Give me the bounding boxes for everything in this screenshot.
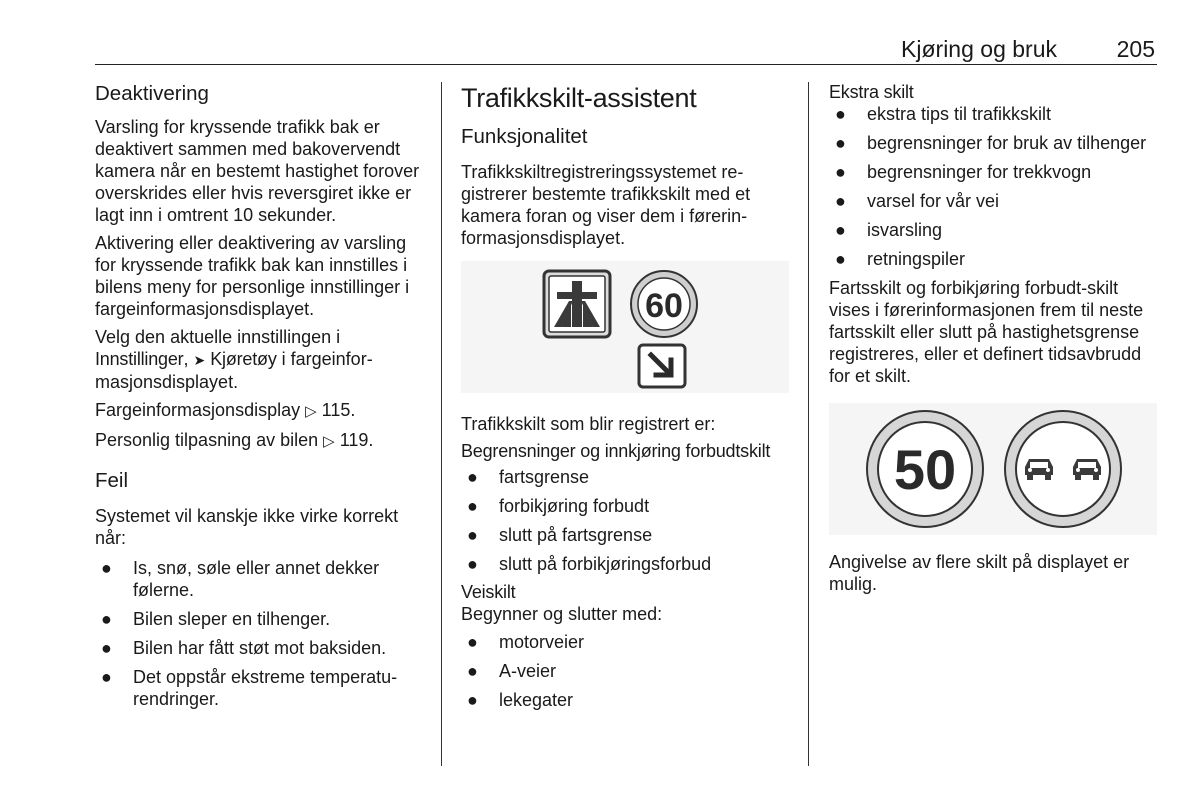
pointer-arrow-icon: ▷	[323, 433, 335, 450]
bullet-icon: ●	[101, 638, 112, 658]
bullet-icon: ●	[835, 162, 846, 182]
paragraph: Trafikkskiltregistreringssystemet registrerer bestemte trafikkskilt med et kamera foran og viser dem i førerinformasjonsdisplayet.	[461, 162, 751, 248]
speed-50-label: 50	[893, 438, 957, 501]
list-item: ● varsel for vår vei	[835, 191, 1000, 211]
bullet-icon: ●	[835, 191, 846, 211]
bullet-icon: ●	[835, 104, 846, 124]
speed-limit-sign-icon	[631, 271, 697, 337]
list-item: ● retningspiler	[835, 249, 966, 269]
bullet-icon: ●	[467, 632, 478, 652]
bullet-icon: ●	[835, 133, 846, 153]
list-item: ● begrensninger for trekkvogn	[835, 162, 1092, 182]
menu-arrow-icon: ➤	[193, 352, 206, 368]
list-item: ● Is, snø, søle eller annet dekker følerne.	[101, 558, 380, 600]
sign-illustration-1	[461, 261, 789, 393]
no-overtaking-sign-icon	[1005, 411, 1121, 527]
page-number: 205	[1116, 36, 1155, 62]
restriction-sign-list	[461, 466, 793, 575]
bullet-icon: ●	[467, 467, 478, 487]
list-item: ● lekegater	[467, 690, 574, 710]
column-1	[95, 82, 427, 717]
list-item: ● slutt på fartsgrense	[467, 525, 653, 545]
motorway-sign-icon	[544, 271, 610, 337]
fault-list	[95, 557, 427, 710]
list-item: ● slutt på forbikjøringsforbud	[467, 554, 712, 574]
cross-reference: Fargeinformasjonsdisplay ▷ 115.	[95, 400, 356, 420]
bullet-icon: ●	[467, 525, 478, 545]
speed-60-label: 60	[645, 287, 683, 325]
heading-feil: Feil	[95, 469, 129, 492]
list-item: ● Bilen sleper en tilhenger.	[101, 609, 331, 629]
bullet-icon: ●	[101, 667, 112, 687]
direction-arrow-sign-icon	[639, 345, 685, 387]
heading-funksjonalitet: Funksjonalitet	[461, 125, 588, 148]
traffic-signs-image	[829, 403, 1157, 535]
heading-deaktivering: Deaktivering	[95, 82, 209, 105]
list-item: ● Det oppstår ekstreme temperaturendringer.	[101, 667, 398, 709]
page-header	[95, 30, 1157, 65]
pointer-arrow-icon: ▷	[305, 403, 317, 420]
paragraph: Trafikkskilt som blir registrert er:	[461, 414, 716, 434]
column-3	[829, 82, 1161, 601]
list-item: ● begrensninger for bruk av tilhenger	[835, 133, 1147, 153]
bullet-icon: ●	[467, 690, 478, 710]
list-item: ● Bilen har fått støt mot baksiden.	[101, 638, 387, 658]
paragraph-settings-path: Velg den aktuelle innstillingen i Innstillinger, ➤ Kjøretøy i fargeinformasjonsdisplayet.	[95, 327, 373, 392]
list-item: ● ekstra tips til trafikkskilt	[835, 104, 1052, 124]
column-divider	[808, 82, 809, 766]
bullet-icon: ●	[467, 661, 478, 681]
paragraph: Begynner og slutter med:	[461, 604, 663, 624]
menu-item-innstillinger: Innstillinger	[95, 349, 184, 369]
speed-limit-sign-icon	[867, 411, 983, 527]
paragraph: Aktivering eller deaktivering av varsling for kryssende trafikk bak kan innstilles i bilens meny for personlige innstillinger i fargeinformasjonsdisplayet.	[95, 233, 410, 319]
traffic-signs-image	[461, 261, 789, 393]
paragraph: Systemet vil kanskje ikke virke korrekt når:	[95, 506, 399, 548]
menu-item-kjoretoy: Kjøretøy	[210, 349, 277, 369]
list-item: ● isvarsling	[835, 220, 943, 240]
subheading: Veiskilt	[461, 582, 516, 602]
bullet-icon: ●	[101, 558, 112, 578]
bullet-icon: ●	[835, 220, 846, 240]
bullet-icon: ●	[467, 496, 478, 516]
paragraph: Fartsskilt og forbikjøring forbudt-skilt vises i førerinformasjonen frem til neste fartsskilt eller slutt på hastighetsgrense registreres, eller et definert tidsavbrudd for et skilt.	[829, 278, 1144, 386]
column-2	[461, 82, 793, 718]
paragraph: Angivelse av flere skilt på displayet er mulig.	[829, 552, 1130, 594]
cross-reference: Personlig tilpasning av bilen ▷ 119.	[95, 430, 374, 450]
list-item: ● motorveier	[467, 632, 585, 652]
bullet-icon: ●	[467, 554, 478, 574]
subheading: Ekstra skilt	[829, 82, 914, 102]
list-item: ● fartsgrense	[467, 467, 590, 487]
paragraph: Varsling for kryssende trafikk bak er deaktivert sammen med bakovervendt kamera når en bestemt hastighet forover overskrides eller hvis reversgiret ikke er lagt inn i omtrent 10 sekunder.	[95, 117, 420, 225]
sign-illustration-2	[829, 403, 1157, 535]
column-divider	[441, 82, 442, 766]
road-sign-list	[461, 631, 793, 711]
bullet-icon: ●	[835, 249, 846, 269]
page-title: Trafikkskilt-assistent	[461, 83, 697, 113]
subheading: Begrensninger og innkjøring forbudtskilt	[461, 441, 771, 461]
section-title: Kjøring og bruk	[901, 36, 1057, 62]
list-item: ● forbikjøring forbudt	[467, 496, 650, 516]
list-item: ● A-veier	[467, 661, 557, 681]
bullet-icon: ●	[101, 609, 112, 629]
extra-sign-list	[829, 103, 1161, 270]
